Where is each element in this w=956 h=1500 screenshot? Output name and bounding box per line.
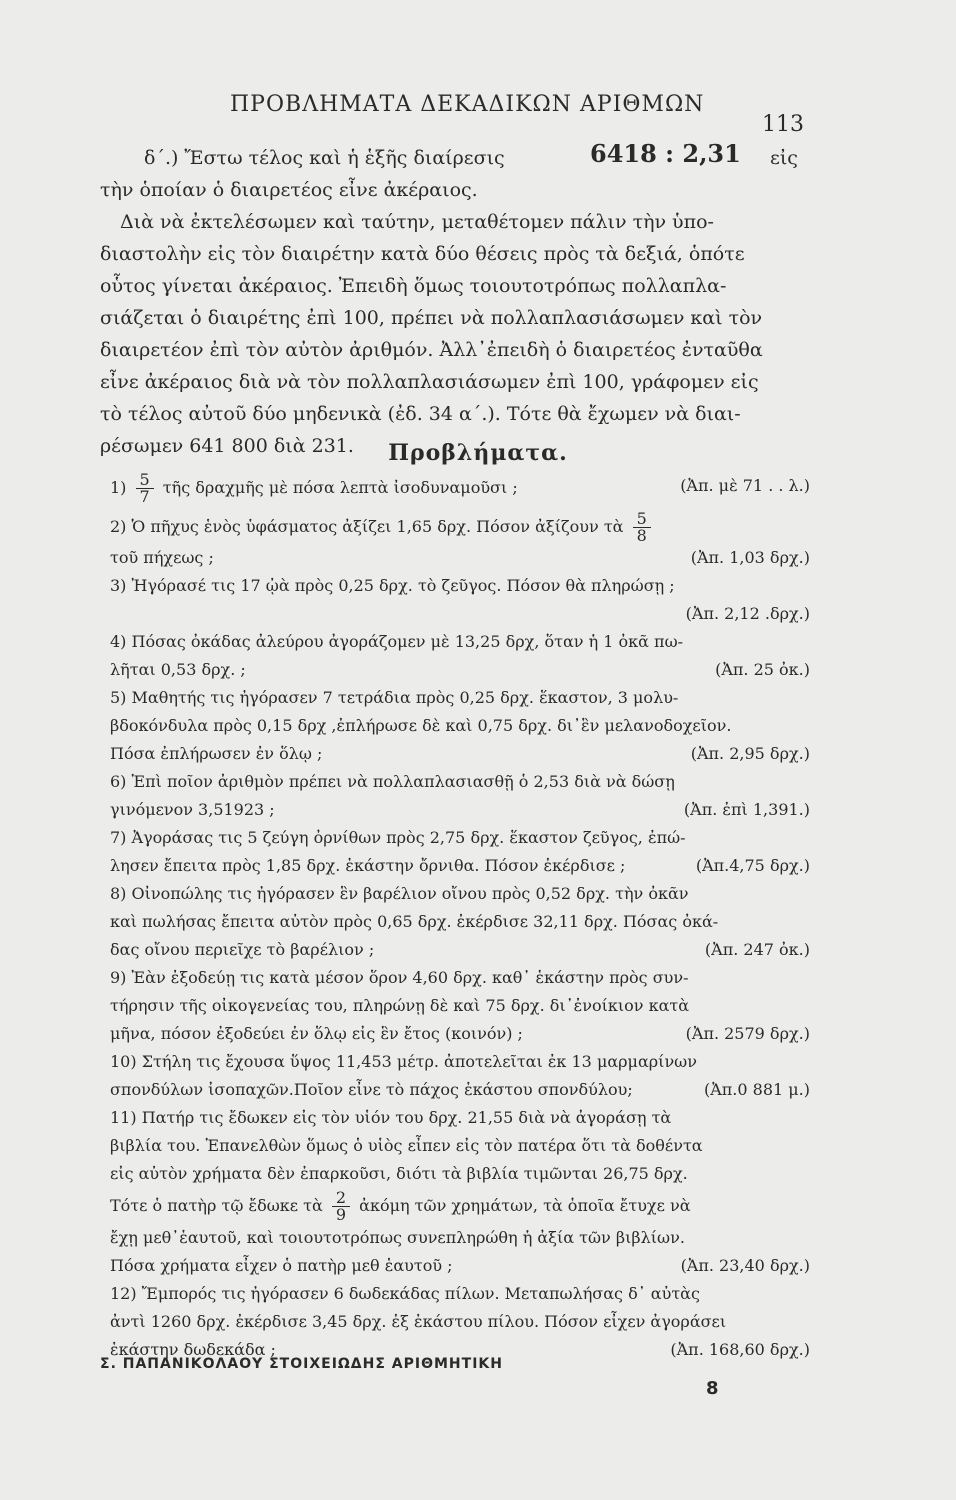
answer: (Ἀπ. 2579 δρχ.): [685, 1024, 810, 1043]
answer: (Ἀπ. 247 ὀκ.): [704, 940, 810, 959]
intro-paragraph: [100, 139, 800, 462]
printer-footer: Σ. ΠΑΠΑΝΙΚΟΛΑΟΥ ΣΤΟΙΧΕΙΩΔΗΣ ΑΡΙΘΜΗΤΙΚΗ: [100, 1356, 503, 1372]
problem-item: 10) Στήλη τις ἔχουσα ὕψος 11,453 μέτρ. ἀποτελεῖται ἐκ 13 μαρμαρίνων σπονδύλων ἰσοπαχῶν.Ποῖον εἶνε τὸ πάχος ἑκάστου σπονδύλου; (Ἀπ.0 881 μ.): [110, 1048, 810, 1104]
answer: (Ἀπ. 25 ὀκ.): [715, 660, 810, 679]
signature-mark: 8: [706, 1378, 719, 1399]
problem-item: 5) Μαθητής τις ἠγόρασεν 7 τετράδια πρὸς 0,25 δρχ. ἕκαστον, 3 μολυ- βδοκόνδυλα πρὸς 0,15 δρχ ,ἐπλήρωσε δὲ καὶ 0,75 δρχ. δι᾽ἓν μελανοδοχεῖον. Πόσα ἐπλήρωσεν ἐν ὅλῳ ; (Ἀπ. 2,95 δρχ.): [110, 684, 810, 768]
problem-item: 4) Πόσας ὀκάδας ἀλεύρου ἀγοράζομεν μὲ 13,25 δρχ, ὅταν ἡ 1 ὀκᾶ πω- λῆται 0,53 δρχ. ; (Ἀπ. 25 ὀκ.): [110, 628, 810, 684]
problem-item: 6) Ἐπὶ ποῖον ἀριθμὸν πρέπει νὰ πολλαπλασιασθῇ ὁ 2,53 διὰ νὰ δώσῃ γινόμενον 3,51923 ; (Ἀπ. ἐπὶ 1,391.): [110, 768, 810, 824]
answer: (Ἀπ. 2,95 δρχ.): [690, 744, 810, 763]
fraction: $\frac{5}{7}$: [136, 472, 154, 505]
intro-line: εἶνε ἀκέραιος διὰ νὰ τὸν πολλαπλασιάσωμεν ἐπὶ 100, γράφομεν εἰς: [100, 371, 759, 393]
intro-line: Διὰ νὰ ἐκτελέσωμεν καὶ ταύτην, μεταθέτομεν πάλιν τὴν ὑπο-: [120, 211, 714, 233]
problem-item: 7) Ἀγοράσας τις 5 ζεύγη ὀρνίθων πρὸς 2,75 δρχ. ἕκαστον ζεῦγος, ἐπώ- λησεν ἔπειτα πρὸς 1,85 δρχ. ἑκάστην ὄρνιθα. Πόσον ἐκέρδισε ; (Ἀπ.4,75 δρχ.): [110, 824, 810, 880]
problems-list: [110, 472, 810, 1364]
intro-line: οὗτος γίνεται ἀκέραιος. Ἐπειδὴ ὅμως τοιουτοτρόπως πολλαπλα-: [100, 275, 727, 297]
intro-line: διαιρετέον ἐπὶ τὸν αὐτὸν ἀριθμόν. Ἀλλ᾽ἐπειδὴ ὁ διαιρετέος ἐνταῦθα: [100, 339, 763, 361]
fraction: $\frac{2}{9}$: [332, 1190, 350, 1223]
answer: (Ἀπ.0 881 μ.): [703, 1080, 810, 1099]
intro-line: σιάζεται ὁ διαιρέτης ἐπὶ 100, πρέπει νὰ πολλαπλασιάσωμεν καὶ τὸν: [100, 307, 763, 329]
division-expression: 6418 : 2,31: [590, 139, 741, 168]
problem-item: 1) $\frac{5}{7}$ τῆς δραχμῆς μὲ πόσα λεπτὰ ἰσοδυναμοῦσι ; (Ἀπ. μὲ 71 . . λ.): [110, 470, 810, 506]
running-header: ΠΡΟΒΛΗΜΑΤΑ ΔΕΚΑΔΙΚΩΝ ΑΡΙΘΜΩΝ: [230, 92, 705, 117]
fraction: $\frac{5}{8}$: [633, 511, 651, 544]
page-number: 113: [762, 112, 804, 137]
intro-line: τὸ τέλος αὐτοῦ δύο μηδενικὰ (ἐδ. 34 α΄.). Τότε θὰ ἔχωμεν νὰ διαι-: [100, 403, 741, 425]
problem-item: 12) Ἔμπορός τις ἠγόρασεν 6 δωδεκάδας πίλων. Μεταπωλήσας δ᾽ αὐτὰς ἀντὶ 1260 δρχ. ἐκέρδισε 3,45 δρχ. ἐξ ἑκάστου πίλου. Πόσον εἶχεν ἀγοράσει ἑκάστην δωδεκάδα ; (Ἀπ. 168,60 δρχ.): [110, 1280, 810, 1364]
answer: (Ἀπ. 2,12 .δρχ.): [685, 604, 810, 623]
problem-item: 3) Ἠγόρασέ τις 17 ᾠὰ πρὸς 0,25 δρχ. τὸ ζεῦγος. Πόσον θὰ πληρώσῃ ; (Ἀπ. 2,12 .δρχ.): [110, 572, 810, 628]
problem-item: 9) Ἐὰν ἐξοδεύῃ τις κατὰ μέσον ὅρον 4,60 δρχ. καθ᾽ ἑκάστην πρὸς συν- τήρησιν τῆς οἰκογενείας του, πληρώνῃ δὲ καὶ 75 δρχ. δι᾽ἐνοίκιον κατὰ μῆνα, πόσον ἐξοδεύει ἐν ὅλῳ εἰς ἓν ἔτος (κοινόν) ; (Ἀπ. 2579 δρχ.): [110, 964, 810, 1048]
problem-item: 11) Πατήρ τις ἔδωκεν εἰς τὸν υἱόν του δρχ. 21,55 διὰ νὰ ἀγοράσῃ τὰ βιβλία του. Ἐπανελθὼν ὅμως ὁ υἱὸς εἶπεν εἰς τὸν πατέρα ὅτι τὰ δοθέντα εἰς αὐτὸν χρήματα δὲν ἐπαρκοῦσι, διότι τὰ βιβλία τιμῶνται 26,75 δρχ. Τότε ὁ πατὴρ τῷ ἔδωκε τὰ $\frac{2}{9}$ ἀκόμη τῶν χρημάτων, τὰ ὁποῖα ἔτυχε νὰ ἔχῃ μεθ᾽ἑαυτοῦ, καὶ τοιουτοτρόπως συνεπληρώθη ἡ ἀξία τῶν βιβλίων. Πόσα χρήματα εἶχεν ὁ πατὴρ μεθ ἑαυτοῦ ; (Ἀπ. 23,40 δρχ.): [110, 1104, 810, 1280]
answer: (Ἀπ.4,75 δρχ.): [695, 856, 810, 875]
answer: (Ἀπ. μὲ 71 . . λ.): [680, 476, 810, 495]
section-heading: Προβλήματα.: [388, 440, 568, 466]
intro-line: ρέσωμεν 641 800 διὰ 231.: [100, 435, 354, 457]
answer: (Ἀπ. 23,40 δρχ.): [680, 1256, 810, 1275]
intro-line: δ΄.) Ἔστω τέλος καὶ ἡ ἑξῆς διαίρεσις 6418 : 2,31 εἰς: [144, 139, 798, 169]
intro-line: τὴν ὁποίαν ὁ διαιρετέος εἶνε ἀκέραιος.: [100, 179, 478, 201]
intro-line: διαστολὴν εἰς τὸν διαιρέτην κατὰ δύο θέσεις πρὸς τὰ δεξιά, ὁπότε: [100, 243, 745, 265]
problem-item: 8) Οἰνοπώλης τις ἠγόρασεν ἓν βαρέλιον οἴνου πρὸς 0,52 δρχ. τὴν ὀκᾶν καὶ πωλήσας ἔπειτα αὐτὸν πρὸς 0,65 δρχ. ἐκέρδισε 32,11 δρχ. Πόσας ὀκά- δας οἴνου περιεῖχε τὸ βαρέλιον ; (Ἀπ. 247 ὀκ.): [110, 880, 810, 964]
answer: (Ἀπ. 168,60 δρχ.): [670, 1340, 810, 1359]
problem-item: 2) Ὁ πῆχυς ἑνὸς ὑφάσματος ἀξίζει 1,65 δρχ. Πόσον ἀξίζουν τὰ $\frac{5}{8}$ τοῦ πήχεως ; (Ἀπ. 1,03 δρχ.): [110, 511, 810, 572]
answer: (Ἀπ. ἐπὶ 1,391.): [683, 800, 810, 819]
answer: (Ἀπ. 1,03 δρχ.): [690, 548, 810, 567]
